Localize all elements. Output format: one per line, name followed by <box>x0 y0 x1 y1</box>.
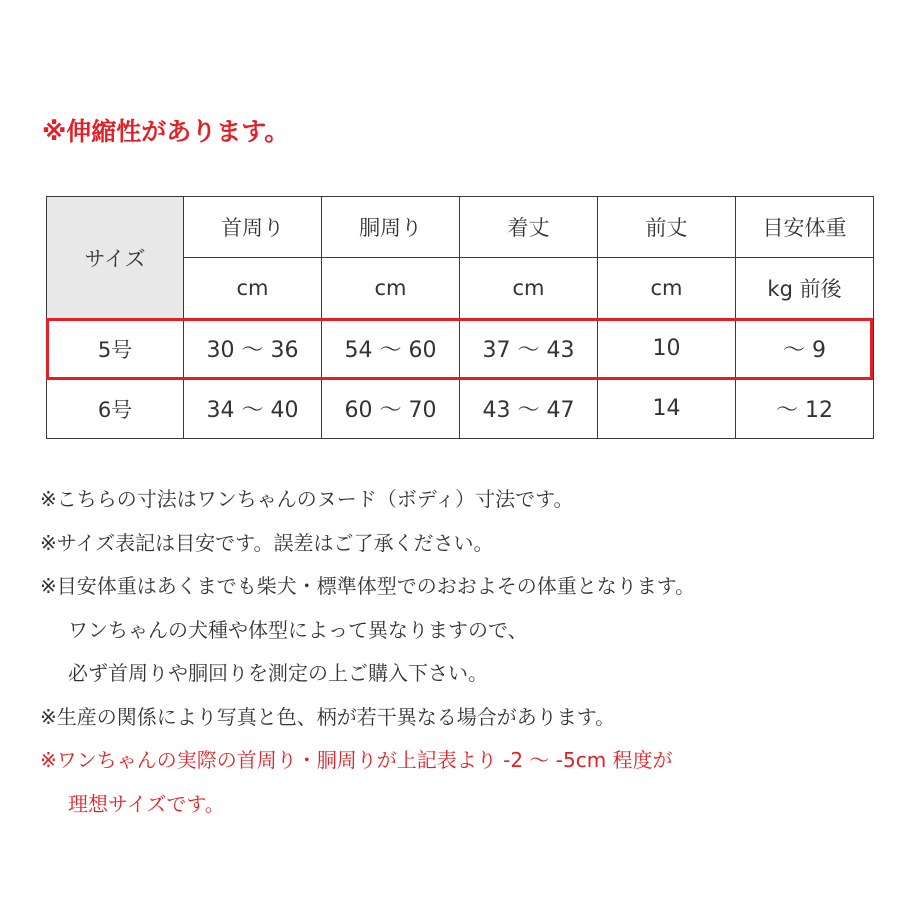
note-ideal-size-warning-continued: 理想サイズです。 <box>68 791 225 816</box>
chest-unit: cm <box>322 258 460 319</box>
note-nude-measurements: ※こちらの寸法はワンちゃんのヌード（ボディ）寸法です。 <box>40 487 574 511</box>
weight-value: ～ 12 <box>736 379 874 439</box>
chest-column-header: 胴周り <box>322 197 460 258</box>
weight-unit: kg 前後 <box>736 258 874 319</box>
front-length-value: 10 <box>598 319 736 379</box>
neck-unit: cm <box>184 258 322 319</box>
length-value: 37 ～ 43 <box>460 319 598 379</box>
length-value: 43 ～ 47 <box>460 379 598 439</box>
weight-value: ～ 9 <box>736 319 874 379</box>
note-ideal-size-warning: ※ワンちゃんの実際の首周り・胴周りが上記表より -2 ～ -5cm 程度が <box>40 748 673 772</box>
size-notes <box>40 478 900 826</box>
table-header-row <box>47 197 874 258</box>
note-size-guide: ※サイズ表記は目安です。誤差はご了承ください。 <box>40 530 494 555</box>
note-weight-guide-continued: ワンちゃんの犬種や体型によって異なりますので、 <box>68 617 528 642</box>
length-column-header: 着丈 <box>460 197 598 258</box>
chest-value: 60 ～ 70 <box>322 379 460 439</box>
neck-column-header: 首周り <box>184 197 322 258</box>
front-length-value: 14 <box>598 379 736 439</box>
weight-column-header: 目安体重 <box>736 197 874 258</box>
chest-value: 54 ～ 60 <box>322 319 460 379</box>
size-label: 6号 <box>47 379 184 439</box>
neck-value: 34 ～ 40 <box>184 379 322 439</box>
note-color-variation: ※生産の関係により写真と色、柄が若干異なる場合があります。 <box>40 704 616 729</box>
stretch-notice-heading: ※伸縮性があります。 <box>42 117 290 146</box>
neck-value: 30 ～ 36 <box>184 319 322 379</box>
table-row <box>47 379 874 439</box>
size-label: 5号 <box>47 319 184 379</box>
length-unit: cm <box>460 258 598 319</box>
size-chart-table <box>46 196 874 439</box>
note-measure-before-purchase: 必ず首周りや胴回りを測定の上ご購入下さい。 <box>68 661 488 685</box>
size-column-header: サイズ <box>47 197 184 319</box>
front-length-column-header: 前丈 <box>598 197 736 258</box>
note-weight-guide: ※目安体重はあくまでも柴犬・標準体型でのおおよその体重となります。 <box>40 574 696 598</box>
table-row <box>47 319 874 379</box>
front-length-unit: cm <box>598 258 736 319</box>
